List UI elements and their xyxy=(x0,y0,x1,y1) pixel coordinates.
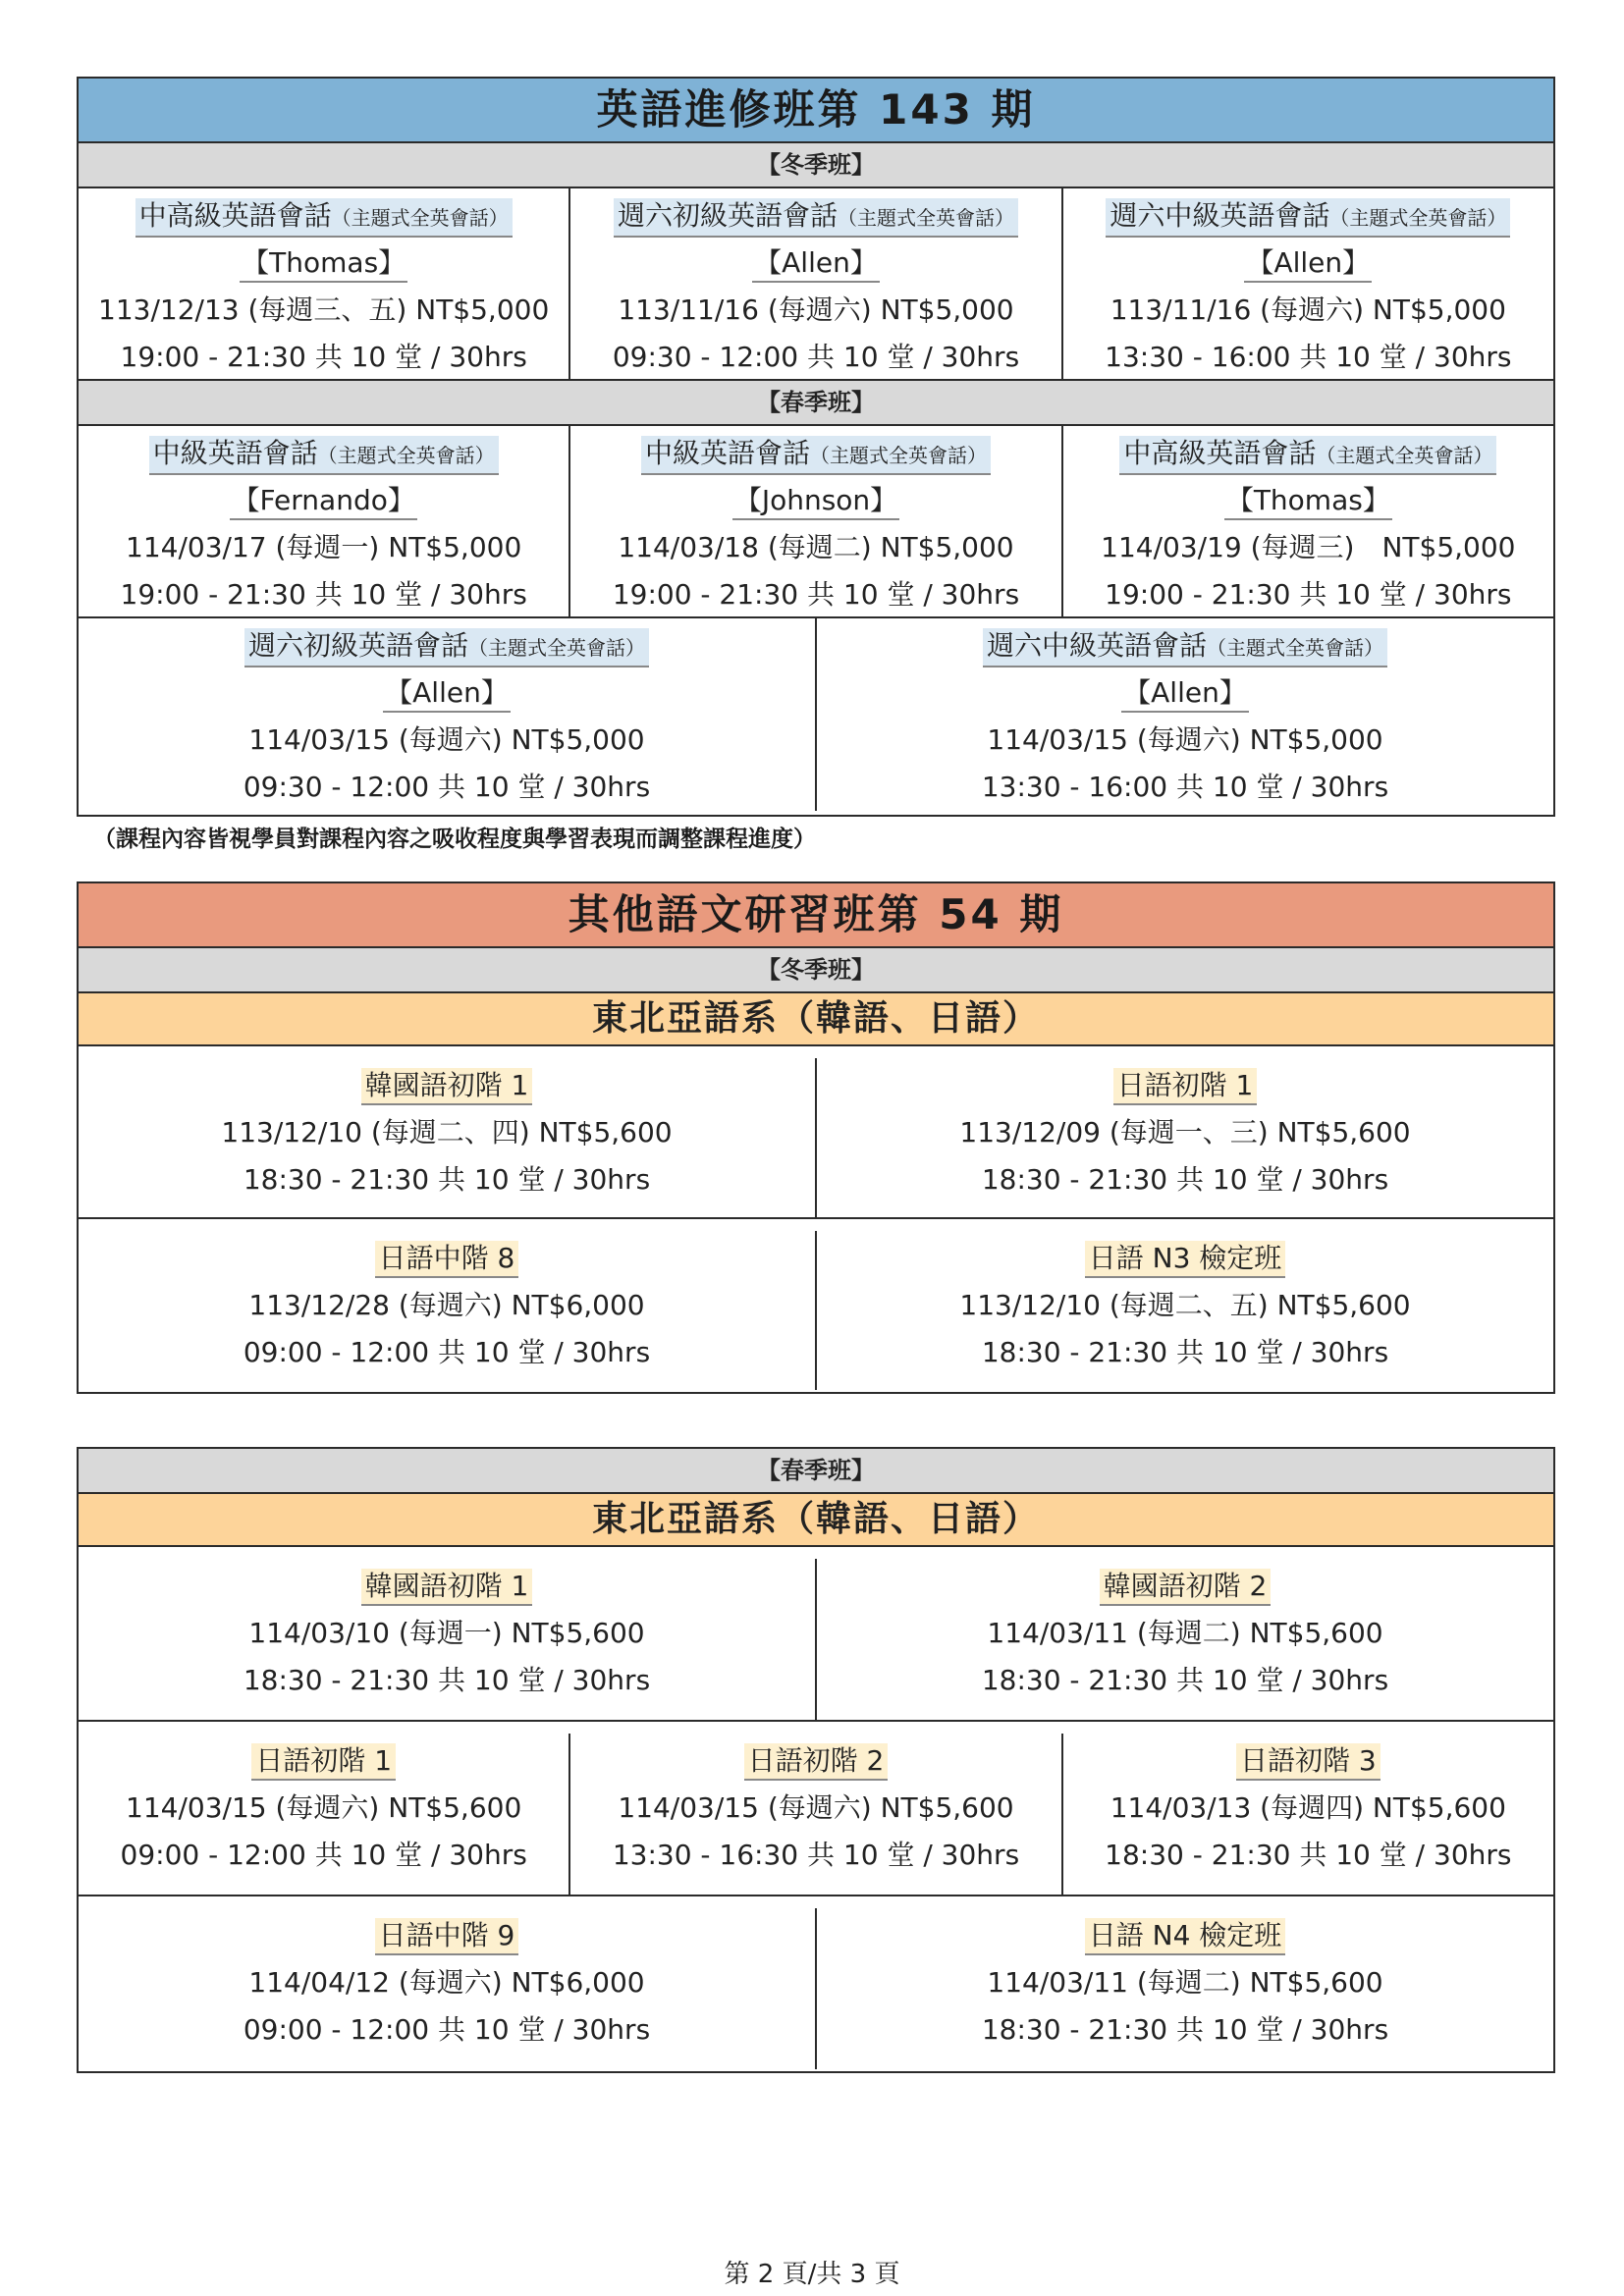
course-date-price: 114/03/18 (每週二) NT$5,000 xyxy=(618,531,1014,563)
course-time: 13:30 - 16:30 共 10 堂 / 30hrs xyxy=(612,1839,1020,1871)
course-cell xyxy=(1063,188,1553,379)
course-cell xyxy=(79,1058,817,1217)
english-winter-row xyxy=(79,188,1553,381)
course-time: 19:00 - 21:30 共 10 堂 / 30hrs xyxy=(612,578,1020,611)
course-date-price: 114/03/15 (每週六) NT$5,000 xyxy=(248,723,645,756)
course-name: 中級英語會話（主題式全英會話） xyxy=(641,436,991,475)
course-time: 09:00 - 12:00 共 10 堂 / 30hrs xyxy=(243,2013,651,2046)
course-name: 韓國語初階 1 xyxy=(361,1068,533,1105)
course-date-price: 114/03/15 (每週六) NT$5,600 xyxy=(618,1791,1014,1824)
course-date-price: 114/04/12 (每週六) NT$6,000 xyxy=(248,1966,645,1999)
course-date-price: 114/03/10 (每週一) NT$5,600 xyxy=(248,1617,645,1649)
winter-season-label: 【冬季班】 xyxy=(79,948,1553,993)
course-name: 日語中階 9 xyxy=(375,1918,519,1955)
course-date-price: 113/12/28 (每週六) NT$6,000 xyxy=(248,1289,645,1321)
course-cell xyxy=(1063,426,1553,616)
course-date-price: 114/03/19 (每週三) NT$5,000 xyxy=(1101,531,1516,563)
course-name: 日語 N4 檢定班 xyxy=(1085,1918,1286,1955)
course-time: 18:30 - 21:30 共 10 堂 / 30hrs xyxy=(981,1664,1389,1696)
other-spring-row xyxy=(79,1896,1553,2069)
course-name: 日語中階 8 xyxy=(375,1241,519,1278)
teacher-name: 【Allen】 xyxy=(1244,245,1372,283)
course-cell xyxy=(817,1908,1553,2069)
course-cell xyxy=(79,1231,817,1390)
course-cell xyxy=(79,1734,570,1895)
course-time: 09:00 - 12:00 共 10 堂 / 30hrs xyxy=(243,1336,651,1368)
course-cell xyxy=(817,618,1553,811)
english-course-table xyxy=(77,77,1555,817)
spring-season-label: 【春季班】 xyxy=(79,381,1553,426)
course-cell xyxy=(817,1559,1553,1720)
course-cell xyxy=(79,1559,817,1720)
teacher-name: 【Fernando】 xyxy=(230,483,416,520)
course-date-price: 113/11/16 (每週六) NT$5,000 xyxy=(618,294,1014,326)
other-spring-row xyxy=(79,1722,1553,1896)
course-note: （課程內容皆視學員對課程內容之吸收程度與學習表現而調整課程進度） xyxy=(93,827,816,852)
course-time: 13:30 - 16:00 共 10 堂 / 30hrs xyxy=(981,771,1389,803)
course-name: 韓國語初階 1 xyxy=(361,1569,533,1606)
teacher-name: 【Thomas】 xyxy=(1224,483,1392,520)
course-time: 09:00 - 12:00 共 10 堂 / 30hrs xyxy=(120,1839,527,1871)
course-date-price: 114/03/17 (每週一) NT$5,000 xyxy=(126,531,522,563)
english-spring-row xyxy=(79,426,1553,618)
course-cell xyxy=(79,188,570,379)
page-number: 第 2 頁/共 3 頁 xyxy=(724,2260,900,2289)
course-time: 18:30 - 21:30 共 10 堂 / 30hrs xyxy=(981,1336,1389,1368)
course-time: 19:00 - 21:30 共 10 堂 / 30hrs xyxy=(1105,578,1512,611)
course-cell xyxy=(1063,1734,1553,1895)
region-label: 東北亞語系（韓語、日語） xyxy=(79,993,1553,1046)
course-cell xyxy=(79,426,570,616)
teacher-name: 【Johnson】 xyxy=(732,483,899,520)
english-spring-row xyxy=(79,618,1553,811)
course-date-price: 114/03/13 (每週四) NT$5,600 xyxy=(1110,1791,1506,1824)
course-time: 09:30 - 12:00 共 10 堂 / 30hrs xyxy=(243,771,651,803)
course-time: 18:30 - 21:30 共 10 堂 / 30hrs xyxy=(1105,1839,1512,1871)
course-date-price: 114/03/11 (每週二) NT$5,600 xyxy=(987,1617,1383,1649)
english-section-title: 英語進修班第 143 期 xyxy=(79,79,1553,143)
course-name: 週六初級英語會話（主題式全英會話） xyxy=(244,628,649,667)
course-date-price: 114/03/15 (每週六) NT$5,600 xyxy=(126,1791,522,1824)
course-name: 中高級英語會話（主題式全英會話） xyxy=(1119,436,1496,475)
course-name: 中級英語會話（主題式全英會話） xyxy=(149,436,499,475)
other-language-table xyxy=(77,881,1555,1394)
teacher-name: 【Thomas】 xyxy=(240,245,407,283)
course-name: 韓國語初階 2 xyxy=(1100,1569,1272,1606)
course-time: 09:30 - 12:00 共 10 堂 / 30hrs xyxy=(612,341,1020,373)
course-time: 18:30 - 21:30 共 10 堂 / 30hrs xyxy=(981,1163,1389,1196)
course-date-price: 113/12/10 (每週二、五) NT$5,600 xyxy=(959,1289,1411,1321)
course-cell xyxy=(79,1908,817,2069)
other-winter-row xyxy=(79,1046,1553,1219)
course-date-price: 113/11/16 (每週六) NT$5,000 xyxy=(1110,294,1506,326)
course-name: 日語 N3 檢定班 xyxy=(1085,1241,1286,1278)
teacher-name: 【Allen】 xyxy=(1121,675,1249,713)
region-label: 東北亞語系（韓語、日語） xyxy=(79,1494,1553,1547)
teacher-name: 【Allen】 xyxy=(383,675,511,713)
course-date-price: 114/03/15 (每週六) NT$5,000 xyxy=(987,723,1383,756)
course-cell xyxy=(570,426,1062,616)
course-cell xyxy=(79,618,817,811)
course-time: 18:30 - 21:30 共 10 堂 / 30hrs xyxy=(243,1664,651,1696)
course-cell xyxy=(817,1058,1553,1217)
other-spring-row xyxy=(79,1547,1553,1722)
course-time: 19:00 - 21:30 共 10 堂 / 30hrs xyxy=(120,578,527,611)
course-cell xyxy=(570,1734,1062,1895)
course-name: 日語初階 1 xyxy=(251,1743,396,1781)
teacher-name: 【Allen】 xyxy=(752,245,880,283)
course-cell xyxy=(570,188,1062,379)
winter-season-label: 【冬季班】 xyxy=(79,143,1553,188)
course-name: 週六中級英語會話（主題式全英會話） xyxy=(983,628,1387,667)
other-language-spring-table xyxy=(77,1447,1555,2073)
course-time: 19:00 - 21:30 共 10 堂 / 30hrs xyxy=(120,341,527,373)
other-section-title: 其他語文研習班第 54 期 xyxy=(79,883,1553,948)
course-name: 週六初級英語會話（主題式全英會話） xyxy=(614,198,1018,238)
course-name: 日語初階 3 xyxy=(1236,1743,1380,1781)
course-date-price: 113/12/09 (每週一、三) NT$5,600 xyxy=(959,1116,1411,1148)
course-name: 日語初階 2 xyxy=(744,1743,889,1781)
course-date-price: 113/12/10 (每週二、四) NT$5,600 xyxy=(221,1116,673,1148)
course-name: 中高級英語會話（主題式全英會話） xyxy=(135,198,513,238)
course-date-price: 114/03/11 (每週二) NT$5,600 xyxy=(987,1966,1383,1999)
course-name: 日語初階 1 xyxy=(1113,1068,1258,1105)
course-time: 18:30 - 21:30 共 10 堂 / 30hrs xyxy=(981,2013,1389,2046)
course-cell xyxy=(817,1231,1553,1390)
course-date-price: 113/12/13 (每週三、五) NT$5,000 xyxy=(98,294,550,326)
other-winter-row xyxy=(79,1219,1553,1390)
course-time: 18:30 - 21:30 共 10 堂 / 30hrs xyxy=(243,1163,651,1196)
course-time: 13:30 - 16:00 共 10 堂 / 30hrs xyxy=(1105,341,1512,373)
spring-season-label: 【春季班】 xyxy=(79,1449,1553,1494)
course-name: 週六中級英語會話（主題式全英會話） xyxy=(1106,198,1510,238)
